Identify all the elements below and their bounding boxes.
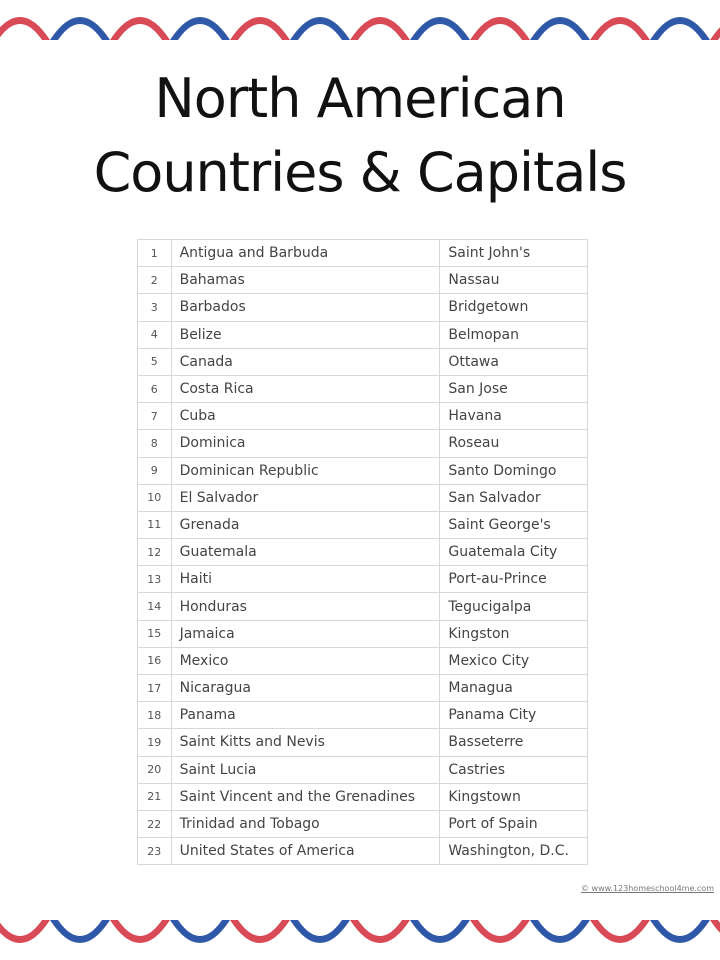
country-cell: Saint Lucia bbox=[171, 756, 440, 783]
scallop-arc bbox=[710, 17, 720, 40]
row-number: 4 bbox=[138, 321, 172, 348]
scallop-arc bbox=[0, 17, 50, 40]
table-row bbox=[138, 457, 588, 484]
row-number: 13 bbox=[138, 566, 172, 593]
table-row bbox=[138, 702, 588, 729]
scallop-segment bbox=[350, 920, 410, 943]
row-number: 3 bbox=[138, 294, 172, 321]
row-number: 18 bbox=[138, 702, 172, 729]
scallop-arc bbox=[410, 920, 470, 943]
table-row bbox=[138, 484, 588, 511]
capital-cell: Kingstown bbox=[440, 783, 588, 810]
capital-cell: Basseterre bbox=[440, 729, 588, 756]
table-row bbox=[138, 294, 588, 321]
scallop-segment bbox=[50, 17, 110, 40]
row-number: 9 bbox=[138, 457, 172, 484]
country-cell: Grenada bbox=[171, 511, 440, 538]
row-number: 19 bbox=[138, 729, 172, 756]
row-number: 7 bbox=[138, 403, 172, 430]
table-row bbox=[138, 675, 588, 702]
capital-cell: Saint George's bbox=[440, 511, 588, 538]
capital-cell: Castries bbox=[440, 756, 588, 783]
table-row bbox=[138, 348, 588, 375]
scallop-arc bbox=[290, 17, 350, 40]
scallop-segment bbox=[650, 920, 710, 943]
scallop-segment bbox=[110, 920, 170, 943]
scallop-segment bbox=[230, 920, 290, 943]
scallop-border-graphic bbox=[0, 920, 720, 960]
capital-cell: Saint John's bbox=[440, 240, 588, 267]
country-cell: Jamaica bbox=[171, 620, 440, 647]
row-number: 6 bbox=[138, 375, 172, 402]
row-number: 5 bbox=[138, 348, 172, 375]
scallop-arc bbox=[0, 920, 50, 943]
scallop-segment bbox=[710, 17, 720, 40]
scallop-arc bbox=[50, 17, 110, 40]
capital-cell: Santo Domingo bbox=[440, 457, 588, 484]
country-cell: Saint Vincent and the Grenadines bbox=[171, 783, 440, 810]
scallop-arc bbox=[470, 920, 530, 943]
scallop-arc bbox=[230, 920, 290, 943]
capital-cell: Bridgetown bbox=[440, 294, 588, 321]
scallop-arc bbox=[230, 17, 290, 40]
row-number: 11 bbox=[138, 511, 172, 538]
top-scallop-border bbox=[0, 0, 720, 40]
country-cell: Mexico bbox=[171, 647, 440, 674]
table-row bbox=[138, 647, 588, 674]
country-cell: Guatemala bbox=[171, 539, 440, 566]
scallop-segment bbox=[410, 920, 470, 943]
table-row bbox=[138, 240, 588, 267]
capital-cell: San Jose bbox=[440, 375, 588, 402]
capital-cell: Port of Spain bbox=[440, 810, 588, 837]
table-row bbox=[138, 838, 588, 865]
country-cell: United States of America bbox=[171, 838, 440, 865]
scallop-arc bbox=[170, 920, 230, 943]
capital-cell: Belmopan bbox=[440, 321, 588, 348]
capital-cell: Panama City bbox=[440, 702, 588, 729]
table-row bbox=[138, 810, 588, 837]
country-cell: Canada bbox=[171, 348, 440, 375]
capital-cell: Tegucigalpa bbox=[440, 593, 588, 620]
scallop-segment bbox=[290, 17, 350, 40]
country-cell: Antigua and Barbuda bbox=[171, 240, 440, 267]
row-number: 17 bbox=[138, 675, 172, 702]
capital-cell: San Salvador bbox=[440, 484, 588, 511]
row-number: 23 bbox=[138, 838, 172, 865]
scallop-segment bbox=[110, 17, 170, 40]
country-cell: Saint Kitts and Nevis bbox=[171, 729, 440, 756]
scallop-arc bbox=[590, 920, 650, 943]
scallop-segment bbox=[350, 17, 410, 40]
table-body bbox=[138, 240, 588, 865]
capital-cell: Havana bbox=[440, 403, 588, 430]
table-row bbox=[138, 593, 588, 620]
scallop-arc bbox=[530, 17, 590, 40]
scallop-arc bbox=[650, 920, 710, 943]
scallop-segment bbox=[410, 17, 470, 40]
website-credit[interactable]: © www.123homeschool4me.com bbox=[580, 884, 714, 893]
scallop-segment bbox=[650, 17, 710, 40]
country-cell: Panama bbox=[171, 702, 440, 729]
capital-cell: Washington, D.C. bbox=[440, 838, 588, 865]
row-number: 10 bbox=[138, 484, 172, 511]
scallop-segment bbox=[590, 17, 650, 40]
row-number: 14 bbox=[138, 593, 172, 620]
capital-cell: Kingston bbox=[440, 620, 588, 647]
scallop-segment bbox=[0, 920, 50, 943]
row-number: 1 bbox=[138, 240, 172, 267]
scallop-arc bbox=[650, 17, 710, 40]
country-cell: Trinidad and Tobago bbox=[171, 810, 440, 837]
scallop-arc bbox=[470, 17, 530, 40]
table-row bbox=[138, 430, 588, 457]
row-number: 2 bbox=[138, 267, 172, 294]
row-number: 21 bbox=[138, 783, 172, 810]
capital-cell: Roseau bbox=[440, 430, 588, 457]
capital-cell: Port-au-Prince bbox=[440, 566, 588, 593]
scallop-segment bbox=[710, 920, 720, 943]
row-number: 15 bbox=[138, 620, 172, 647]
scallop-segment bbox=[0, 17, 50, 40]
title-line-1: North American bbox=[154, 67, 566, 130]
scallop-arc bbox=[710, 920, 720, 943]
country-cell: Bahamas bbox=[171, 267, 440, 294]
country-cell: Haiti bbox=[171, 566, 440, 593]
table-row bbox=[138, 539, 588, 566]
scallop-segment bbox=[470, 920, 530, 943]
country-cell: Costa Rica bbox=[171, 375, 440, 402]
scallop-arc bbox=[410, 17, 470, 40]
table-row bbox=[138, 511, 588, 538]
scallop-segment bbox=[530, 17, 590, 40]
row-number: 8 bbox=[138, 430, 172, 457]
page-title bbox=[0, 62, 720, 210]
scallop-arc bbox=[350, 920, 410, 943]
countries-capitals-table bbox=[137, 239, 588, 865]
table-row bbox=[138, 403, 588, 430]
row-number: 22 bbox=[138, 810, 172, 837]
scallop-segment bbox=[50, 920, 110, 943]
scallop-arc bbox=[50, 920, 110, 943]
country-cell: Dominican Republic bbox=[171, 457, 440, 484]
capital-cell: Nassau bbox=[440, 267, 588, 294]
scallop-segment bbox=[230, 17, 290, 40]
scallop-border-graphic bbox=[0, 0, 720, 40]
table-row bbox=[138, 375, 588, 402]
country-cell: Dominica bbox=[171, 430, 440, 457]
country-cell: Honduras bbox=[171, 593, 440, 620]
scallop-segment bbox=[170, 920, 230, 943]
row-number: 20 bbox=[138, 756, 172, 783]
row-number: 12 bbox=[138, 539, 172, 566]
capital-cell: Mexico City bbox=[440, 647, 588, 674]
country-cell: El Salvador bbox=[171, 484, 440, 511]
table-row bbox=[138, 783, 588, 810]
country-cell: Nicaragua bbox=[171, 675, 440, 702]
scallop-segment bbox=[170, 17, 230, 40]
scallop-arc bbox=[530, 920, 590, 943]
scallop-arc bbox=[590, 17, 650, 40]
country-cell: Belize bbox=[171, 321, 440, 348]
scallop-segment bbox=[530, 920, 590, 943]
scallop-arc bbox=[110, 17, 170, 40]
table-row bbox=[138, 756, 588, 783]
table-row bbox=[138, 566, 588, 593]
scallop-arc bbox=[350, 17, 410, 40]
table-row bbox=[138, 267, 588, 294]
table-row bbox=[138, 729, 588, 756]
table-row bbox=[138, 620, 588, 647]
scallop-arc bbox=[290, 920, 350, 943]
capital-cell: Ottawa bbox=[440, 348, 588, 375]
capital-cell: Guatemala City bbox=[440, 539, 588, 566]
scallop-arc bbox=[110, 920, 170, 943]
row-number: 16 bbox=[138, 647, 172, 674]
capital-cell: Managua bbox=[440, 675, 588, 702]
title-line-2: Countries & Capitals bbox=[93, 141, 627, 204]
scallop-segment bbox=[590, 920, 650, 943]
scallop-segment bbox=[470, 17, 530, 40]
bottom-scallop-border bbox=[0, 920, 720, 960]
scallop-segment bbox=[290, 920, 350, 943]
scallop-arc bbox=[170, 17, 230, 40]
table-row bbox=[138, 321, 588, 348]
country-cell: Barbados bbox=[171, 294, 440, 321]
country-cell: Cuba bbox=[171, 403, 440, 430]
